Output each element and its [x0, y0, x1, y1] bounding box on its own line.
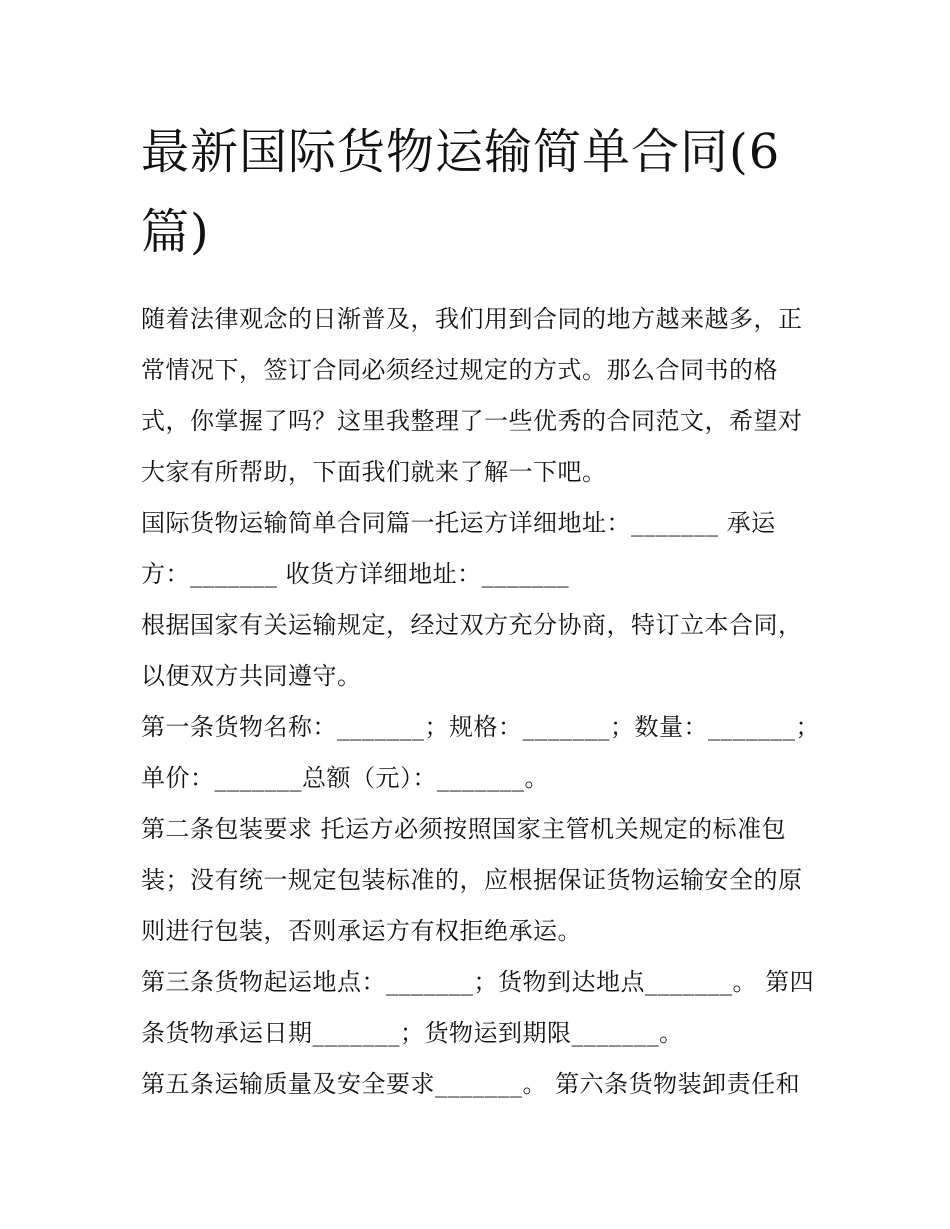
- document-title: 最新国际货物运输简单合同(6篇): [141, 124, 781, 260]
- document-body: [141, 112, 821, 1110]
- article-1-paragraph: 第一条货物名称：_______；规格：_______；数量：_______；单价：_______总额（元）：_______。: [141, 713, 820, 792]
- article-2-paragraph: 第二条包装要求 托运方必须按照国家主管机关规定的标准包装；没有统一规定包装标准的，应根据保证货物运输安全的原则进行包装，否则承运方有权拒绝承运。: [141, 815, 803, 945]
- contract-parties-paragraph: 国际货物运输简单合同篇一托运方详细地址：_______ 承运方：_______ 收货方详细地址：_______: [141, 509, 776, 588]
- article-3-4-paragraph: 第三条货物起运地点：_______；货物到达地点_______。 第四条货物承运日期_______；货物运到期限_______。: [141, 968, 815, 1047]
- intro-paragraph: 随着法律观念的日渐普及，我们用到合同的地方越来越多，正常情况下，签订合同必须经过规定的方式。那么合同书的格式，你掌握了吗？这里我整理了一些优秀的合同范文，希望对大家有所帮助，下面我们就来了解一下吧。: [141, 305, 803, 486]
- article-5-6-paragraph: 第五条运输质量及安全要求_______。 第六条货物装卸责任和: [141, 1070, 801, 1098]
- contract-preamble-paragraph: 根据国家有关运输规定，经过双方充分协商，特订立本合同，以便双方共同遵守。: [141, 611, 803, 690]
